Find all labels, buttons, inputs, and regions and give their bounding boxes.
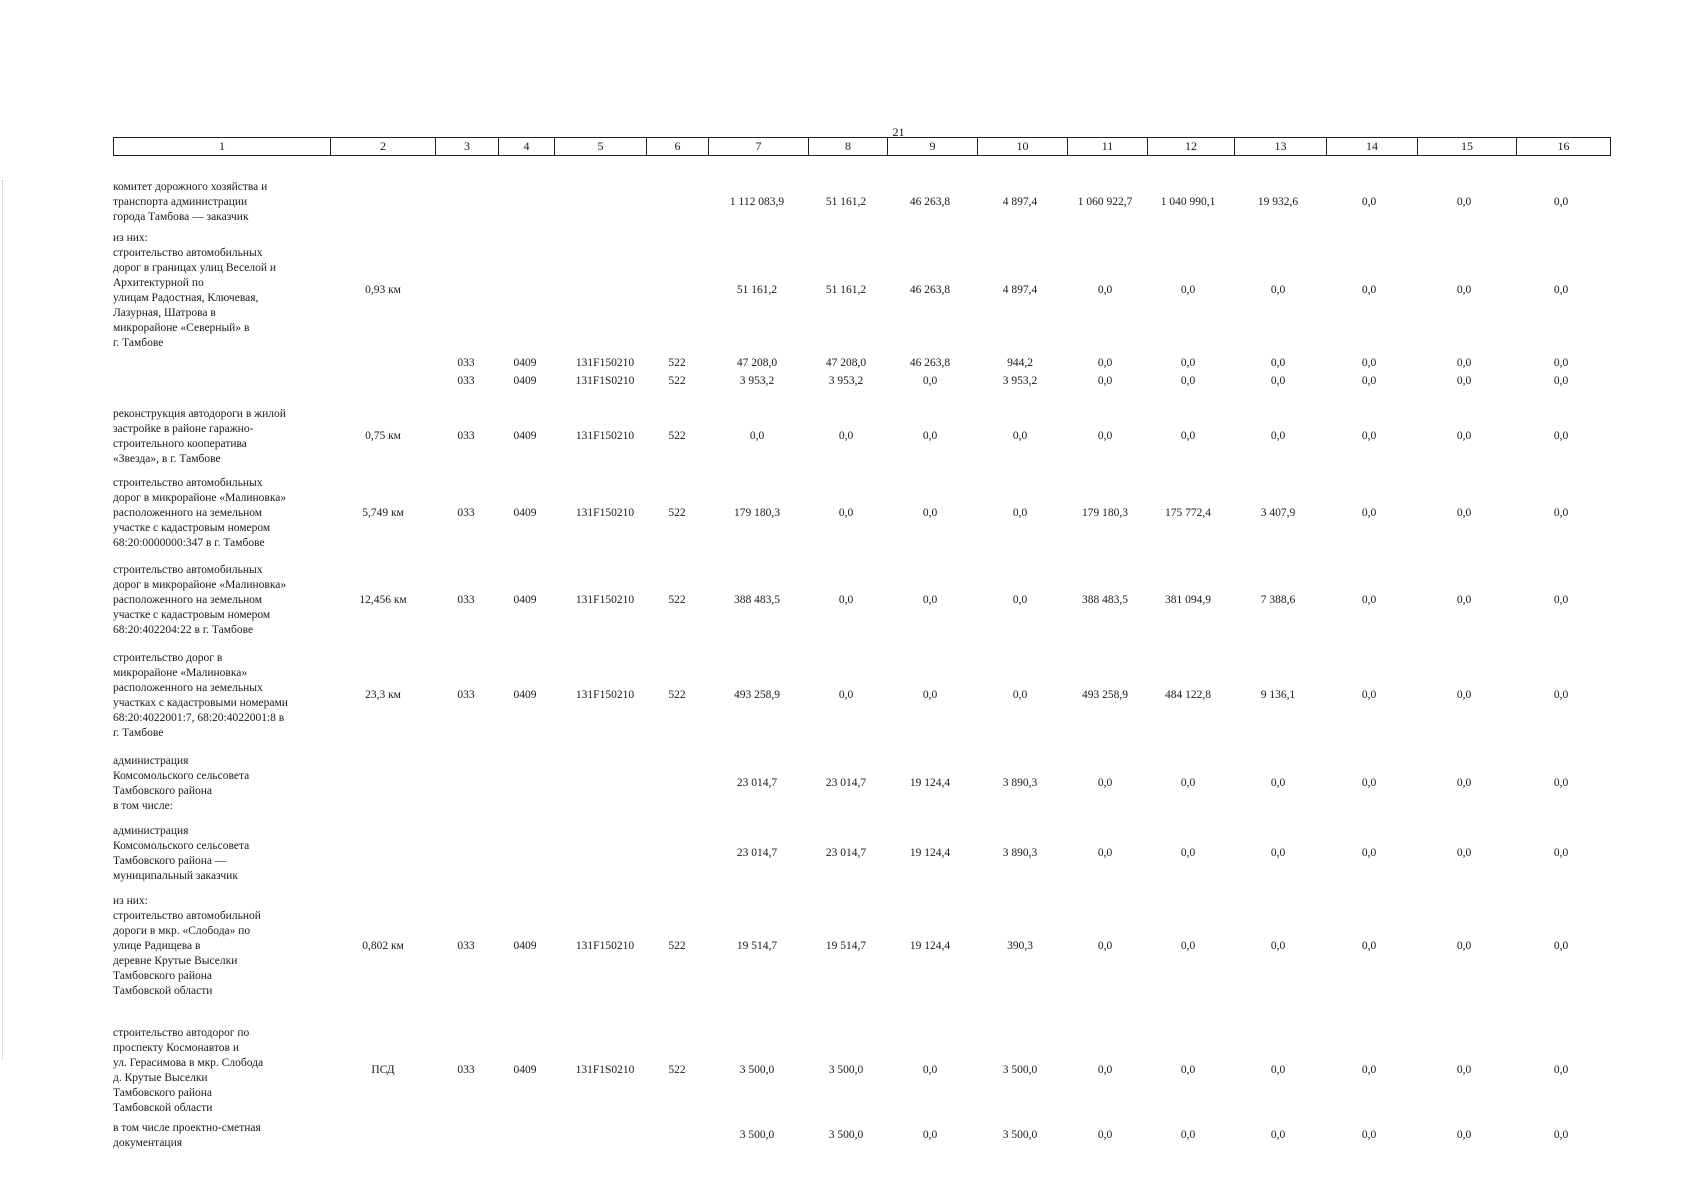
description-line: застройке в районе гаражно-	[113, 423, 254, 435]
cell-col-8: 0,0	[838, 506, 854, 519]
column-header-12: 12	[1148, 138, 1235, 156]
description-line: строительство автомобильной	[113, 910, 261, 922]
description-line: Тамбовского района	[113, 970, 213, 982]
description-line: 68:20:0000000:347 в г. Тамбове	[113, 537, 265, 549]
cell-col-15: 0,0	[1456, 506, 1472, 519]
description-line: строительство дорог в	[113, 652, 223, 664]
cell-col-2: 5,749 км	[362, 506, 404, 519]
cell-col-12: 0,0	[1180, 430, 1196, 442]
cell-col-14: 0,0	[1361, 593, 1377, 606]
cell-col-10: 0,0	[1012, 593, 1028, 606]
cell-col-16: 0,0	[1553, 689, 1569, 701]
cell-col-9: 46 263,8	[909, 195, 951, 208]
cell-col-16: 0,0	[1553, 939, 1569, 952]
cell-col-5: 131F150210	[575, 430, 635, 442]
cell-col-8: 51 161,2	[825, 195, 867, 208]
cell-col-11: 1 060 922,7	[1077, 195, 1133, 208]
description-line: г. Тамбове	[113, 337, 164, 349]
description-line: документация	[113, 1137, 183, 1149]
description-line: Тамбовской области	[113, 985, 213, 997]
description-line: строительство автомобильных	[113, 564, 263, 576]
description-line: строительство автодорог по	[113, 1027, 250, 1039]
cell-col-11: 0,0	[1097, 284, 1113, 296]
cell-col-3: 033	[457, 939, 475, 952]
cell-col-7: 3 500,0	[739, 1064, 775, 1076]
cell-col-8: 3 500,0	[828, 1129, 864, 1141]
cell-col-8: 0,0	[838, 689, 854, 701]
cell-col-16: 0,0	[1553, 506, 1569, 519]
cell-col-16: 0,0	[1553, 375, 1569, 387]
cell-col-7: 19 514,7	[736, 939, 778, 952]
cell-col-11: 0,0	[1097, 1064, 1113, 1076]
column-header-1: 1	[114, 138, 331, 156]
row-description	[113, 1026, 328, 1116]
description-line: строительство автомобильных	[113, 247, 263, 259]
description-line: Комсомольского сельсовета	[113, 840, 250, 852]
cell-col-11: 493 258,9	[1082, 689, 1128, 701]
description-line: из них:	[113, 895, 148, 907]
cell-col-7: 493 258,9	[734, 689, 780, 701]
description-line: дорог в микрорайоне «Малиновка»	[113, 579, 287, 591]
cell-col-13: 3 407,9	[1260, 506, 1296, 519]
cell-col-7: 1 112 083,9	[729, 195, 785, 208]
cell-col-4: 0409	[513, 357, 537, 369]
cell-col-7: 3 500,0	[739, 1129, 775, 1141]
cell-col-9: 46 263,8	[909, 284, 951, 296]
description-line: микрорайоне «Малиновка»	[113, 667, 248, 679]
description-line: комитет дорожного хозяйства и	[113, 181, 268, 193]
cell-col-3: 033	[457, 430, 475, 442]
cell-col-12: 175 772,4	[1165, 506, 1211, 519]
cell-col-11: 0,0	[1097, 1129, 1113, 1141]
cell-col-10: 0,0	[1012, 689, 1028, 701]
description-line: Тамбовского района	[113, 1087, 213, 1099]
column-header-15: 15	[1418, 138, 1517, 156]
row-description	[113, 476, 328, 551]
cell-col-6: 522	[668, 430, 686, 442]
cell-col-3: 033	[457, 1064, 475, 1076]
cell-col-2: 0,93 км	[365, 284, 401, 296]
cell-col-9: 0,0	[922, 1129, 938, 1141]
cell-col-12: 0,0	[1180, 375, 1196, 387]
cell-col-8: 19 514,7	[825, 939, 867, 952]
column-header-13: 13	[1235, 138, 1327, 156]
row-description	[113, 894, 328, 999]
cell-col-12: 0,0	[1180, 357, 1196, 369]
cell-col-9: 0,0	[922, 506, 938, 519]
cell-col-12: 0,0	[1180, 1129, 1196, 1141]
cell-col-13: 0,0	[1270, 847, 1286, 859]
cell-col-16: 0,0	[1553, 430, 1569, 442]
cell-col-10: 3 890,3	[1002, 847, 1038, 859]
description-line: участке с кадастровым номером	[113, 609, 271, 621]
cell-col-5: 131F150210	[575, 939, 635, 952]
column-header-14: 14	[1327, 138, 1418, 156]
column-header-8: 8	[809, 138, 888, 156]
description-line: деревне Крутые Выселки	[113, 955, 238, 967]
description-line: участке с кадастровым номером	[113, 522, 271, 534]
column-header-6: 6	[647, 138, 709, 156]
cell-col-13: 0,0	[1270, 284, 1286, 296]
cell-col-7: 23 014,7	[736, 777, 778, 789]
description-line: Тамбовской области	[113, 1102, 213, 1114]
description-line: улицам Радостная, Ключевая,	[113, 292, 259, 304]
cell-col-13: 7 388,6	[1260, 593, 1296, 606]
column-header-11: 11	[1068, 138, 1148, 156]
row-description	[113, 563, 328, 638]
cell-col-4: 0409	[513, 506, 537, 519]
cell-col-15: 0,0	[1456, 1129, 1472, 1141]
cell-col-8: 51 161,2	[825, 284, 867, 296]
cell-col-13: 19 932,6	[1257, 195, 1299, 208]
cell-col-2: 12,456 км	[359, 593, 407, 606]
cell-col-13: 0,0	[1270, 357, 1286, 369]
cell-col-8: 3 500,0	[828, 1064, 864, 1076]
cell-col-11: 0,0	[1097, 357, 1113, 369]
cell-col-15: 0,0	[1456, 689, 1472, 701]
cell-col-14: 0,0	[1361, 375, 1377, 387]
cell-col-14: 0,0	[1361, 284, 1377, 296]
description-line: администрация	[113, 825, 189, 837]
cell-col-14: 0,0	[1361, 1129, 1377, 1141]
cell-col-3: 033	[457, 689, 475, 701]
cell-col-15: 0,0	[1456, 430, 1472, 442]
cell-col-9: 0,0	[922, 375, 938, 387]
cell-col-4: 0409	[513, 689, 537, 701]
cell-col-16: 0,0	[1553, 284, 1569, 296]
description-line: из них:	[113, 232, 148, 244]
description-line: улице Радищева в	[113, 940, 201, 952]
cell-col-7: 51 161,2	[736, 284, 778, 296]
description-line: расположенного на земельных	[113, 682, 263, 694]
cell-col-2: 0,802 км	[362, 939, 404, 952]
description-line: муниципальный заказчик	[113, 870, 238, 882]
description-line: расположенного на земельном	[113, 507, 263, 519]
cell-col-4: 0409	[513, 939, 537, 952]
cell-col-6: 522	[668, 357, 686, 369]
cell-col-8: 23 014,7	[825, 847, 867, 859]
cell-col-16: 0,0	[1553, 593, 1569, 606]
cell-col-15: 0,0	[1456, 847, 1472, 859]
cell-col-15: 0,0	[1456, 593, 1472, 606]
cell-col-7: 179 180,3	[734, 506, 780, 519]
cell-col-2: 0,75 км	[365, 430, 401, 442]
cell-col-6: 522	[668, 1064, 686, 1076]
cell-col-9: 46 263,8	[909, 357, 951, 369]
cell-col-14: 0,0	[1361, 195, 1377, 208]
cell-col-6: 522	[668, 506, 686, 519]
cell-col-10: 3 500,0	[1002, 1064, 1038, 1076]
cell-col-11: 388 483,5	[1082, 593, 1128, 606]
row-description	[113, 651, 328, 741]
cell-col-7: 3 953,2	[739, 375, 775, 387]
cell-col-14: 0,0	[1361, 430, 1377, 442]
header-row	[114, 138, 1611, 156]
cell-col-16: 0,0	[1553, 195, 1569, 208]
description-line: Лазурная, Шатрова в	[113, 307, 216, 319]
page-number: 21	[892, 125, 905, 139]
row-description	[113, 180, 328, 225]
cell-col-6: 522	[668, 375, 686, 387]
cell-col-10: 390,3	[1007, 939, 1033, 952]
description-line: строительство автомобильных	[113, 477, 263, 489]
cell-col-13: 0,0	[1270, 777, 1286, 789]
cell-col-15: 0,0	[1456, 939, 1472, 952]
cell-col-14: 0,0	[1361, 1064, 1377, 1076]
cell-col-9: 19 124,4	[909, 777, 951, 789]
cell-col-14: 0,0	[1361, 506, 1377, 519]
row-description	[113, 824, 328, 884]
cell-col-10: 4 897,4	[1002, 284, 1038, 296]
cell-col-9: 0,0	[922, 689, 938, 701]
cell-col-10: 3 953,2	[1002, 375, 1038, 387]
cell-col-14: 0,0	[1361, 689, 1377, 701]
cell-col-10: 3 890,3	[1002, 777, 1038, 789]
description-line: дорог в границах улиц Веселой и	[113, 262, 277, 274]
cell-col-15: 0,0	[1456, 357, 1472, 369]
cell-col-7: 0,0	[749, 430, 765, 442]
cell-col-9: 19 124,4	[909, 847, 951, 859]
cell-col-15: 0,0	[1456, 284, 1472, 296]
cell-col-15: 0,0	[1456, 777, 1472, 789]
column-header-4: 4	[499, 138, 555, 156]
row-description	[113, 1121, 328, 1151]
row-description	[113, 754, 328, 814]
scan-edge-rule	[2, 180, 3, 1060]
description-line: реконструкция автодороги в жилой	[113, 408, 286, 420]
cell-col-12: 1 040 990,1	[1160, 195, 1216, 208]
column-header-7: 7	[709, 138, 809, 156]
cell-col-15: 0,0	[1456, 195, 1472, 208]
description-line: транспорта администрации	[113, 196, 248, 208]
cell-col-10: 3 500,0	[1002, 1129, 1038, 1141]
cell-col-5: 131F1S0210	[575, 1064, 635, 1076]
cell-col-8: 3 953,2	[828, 375, 864, 387]
cell-col-14: 0,0	[1361, 939, 1377, 952]
description-line: в том числе проектно-сметная	[113, 1122, 261, 1134]
cell-col-11: 0,0	[1097, 939, 1113, 952]
cell-col-11: 0,0	[1097, 847, 1113, 859]
description-line: микрорайоне «Северный» в	[113, 322, 250, 334]
cell-col-9: 0,0	[922, 1064, 938, 1076]
cell-col-3: 033	[457, 375, 475, 387]
row-description	[113, 407, 328, 467]
cell-col-15: 0,0	[1456, 375, 1472, 387]
cell-col-16: 0,0	[1553, 357, 1569, 369]
description-line: 68:20:402204:22 в г. Тамбове	[113, 624, 254, 636]
cell-col-9: 0,0	[922, 430, 938, 442]
cell-col-2: 23,3 км	[365, 689, 401, 701]
cell-col-4: 0409	[513, 593, 537, 606]
cell-col-11: 0,0	[1097, 375, 1113, 387]
cell-col-8: 23 014,7	[825, 777, 867, 789]
column-header-5: 5	[555, 138, 647, 156]
cell-col-12: 0,0	[1180, 284, 1196, 296]
description-line: «Звезда», в г. Тамбове	[113, 453, 221, 465]
description-line: проспекту Космонавтов и	[113, 1042, 239, 1054]
cell-col-13: 0,0	[1270, 1064, 1286, 1076]
cell-col-16: 0,0	[1553, 847, 1569, 859]
cell-col-13: 0,0	[1270, 430, 1286, 442]
description-line: участках с кадастровыми номерами	[113, 697, 288, 709]
description-line: Тамбовского района —	[113, 855, 227, 867]
cell-col-5: 131F150210	[575, 357, 635, 369]
cell-col-10: 0,0	[1012, 430, 1028, 442]
column-header-16: 16	[1517, 138, 1611, 156]
cell-col-13: 0,0	[1270, 1129, 1286, 1141]
cell-col-14: 0,0	[1361, 777, 1377, 789]
cell-col-4: 0409	[513, 375, 537, 387]
cell-col-10: 4 897,4	[1002, 195, 1038, 208]
cell-col-14: 0,0	[1361, 847, 1377, 859]
column-number-header	[113, 137, 1611, 156]
cell-col-4: 0409	[513, 1064, 537, 1076]
cell-col-9: 0,0	[922, 593, 938, 606]
cell-col-12: 0,0	[1180, 1064, 1196, 1076]
description-line: дороги в мкр. «Слобода» по	[113, 925, 251, 937]
cell-col-3: 033	[457, 506, 475, 519]
description-line: дорог в микрорайоне «Малиновка»	[113, 492, 287, 504]
cell-col-13: 0,0	[1270, 375, 1286, 387]
cell-col-4: 0409	[513, 430, 537, 442]
cell-col-12: 0,0	[1180, 847, 1196, 859]
cell-col-5: 131F150210	[575, 689, 635, 701]
cell-col-5: 131F150210	[575, 506, 635, 519]
cell-col-2: ПСД	[371, 1064, 395, 1076]
cell-col-3: 033	[457, 593, 475, 606]
cell-col-3: 033	[457, 357, 475, 369]
cell-col-6: 522	[668, 689, 686, 701]
description-line: в том числе:	[113, 800, 173, 812]
column-header-2: 2	[331, 138, 436, 156]
cell-col-10: 0,0	[1012, 506, 1028, 519]
cell-col-16: 0,0	[1553, 1129, 1569, 1141]
cell-col-6: 522	[668, 939, 686, 952]
cell-col-16: 0,0	[1553, 777, 1569, 789]
cell-col-11: 0,0	[1097, 777, 1113, 789]
description-line: г. Тамбове	[113, 727, 164, 739]
cell-col-8: 47 208,0	[825, 357, 867, 369]
cell-col-8: 0,0	[838, 593, 854, 606]
column-header-3: 3	[436, 138, 499, 156]
description-line: расположенного на земельном	[113, 594, 263, 606]
cell-col-12: 381 094,9	[1165, 593, 1211, 606]
cell-col-12: 484 122,8	[1165, 689, 1211, 701]
cell-col-10: 944,2	[1007, 357, 1033, 369]
cell-col-7: 47 208,0	[736, 357, 778, 369]
cell-col-12: 0,0	[1180, 777, 1196, 789]
cell-col-14: 0,0	[1361, 357, 1377, 369]
cell-col-11: 0,0	[1097, 430, 1113, 442]
cell-col-12: 0,0	[1180, 939, 1196, 952]
cell-col-16: 0,0	[1553, 1064, 1569, 1076]
cell-col-13: 9 136,1	[1260, 689, 1296, 701]
cell-col-7: 388 483,5	[734, 593, 780, 606]
description-line: Комсомольского сельсовета	[113, 770, 250, 782]
cell-col-5: 131F150210	[575, 593, 635, 606]
description-line: строительного кооператива	[113, 438, 247, 450]
description-line: Архитектурной по	[113, 277, 204, 289]
description-line: 68:20:4022001:7, 68:20:4022001:8 в	[113, 712, 285, 724]
cell-col-6: 522	[668, 593, 686, 606]
row-description	[113, 231, 328, 351]
description-line: города Тамбова — заказчик	[113, 211, 249, 223]
description-line: д. Крутые Выселки	[113, 1072, 208, 1084]
cell-col-9: 19 124,4	[909, 939, 951, 952]
cell-col-7: 23 014,7	[736, 847, 778, 859]
description-line: Тамбовского района	[113, 785, 213, 797]
description-line: ул. Герасимова в мкр. Слобода	[113, 1057, 264, 1069]
budget-table	[113, 137, 1610, 1149]
column-header-9: 9	[888, 138, 978, 156]
cell-col-15: 0,0	[1456, 1064, 1472, 1076]
cell-col-11: 179 180,3	[1082, 506, 1128, 519]
column-header-10: 10	[978, 138, 1068, 156]
description-line: администрация	[113, 755, 189, 767]
cell-col-8: 0,0	[838, 430, 854, 442]
cell-col-13: 0,0	[1270, 939, 1286, 952]
cell-col-5: 131F1S0210	[575, 375, 635, 387]
